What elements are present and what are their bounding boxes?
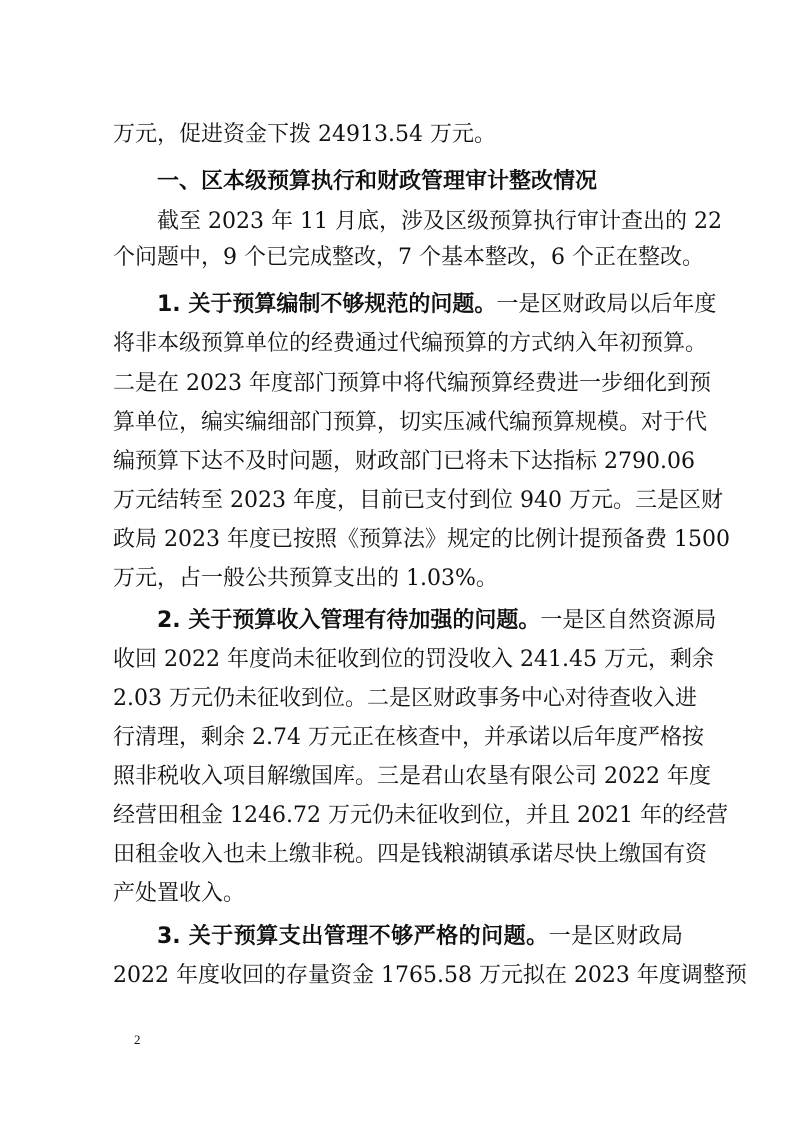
text-line: 田租金收入也未上缴非税。四是钱粮湖镇承诺尽快上缴国有资	[113, 842, 708, 867]
paragraph-first-line	[157, 603, 717, 639]
text-span: 一是区财政局以后年度	[496, 292, 717, 317]
text-line: 收回 2022 年度尚未征收到位的罚没收入 241.45 万元，剩余	[113, 647, 714, 672]
text-line: 编预算下达不及时问题，财政部门已将未下达指标 2790.06	[113, 449, 695, 474]
text-line: 个问题中，9 个已完成整改，7 个基本整改，6 个正在整改。	[113, 245, 704, 270]
section-heading: 一、区本级预算执行和财政管理审计整改情况	[157, 169, 598, 194]
text-line: 截至 2023 年 11 月底，涉及区级预算执行审计查出的 22	[157, 209, 722, 234]
text-line: 万元，占一般公共预算支出的 1.03%。	[113, 566, 498, 591]
paragraph-first-line	[157, 919, 683, 955]
text-line: 二是在 2023 年度部门预算中将代编预算经费进一步细化到预	[113, 371, 711, 396]
text-line: 2022 年度收回的存量资金 1765.58 万元拟在 2023 年度调整预	[113, 963, 747, 988]
text-line: 万元结转至 2023 年度，目前已支付到位 940 万元。三是区财	[113, 488, 723, 513]
text-span: 一是区财政局	[548, 924, 683, 949]
text-line: 产处置收入。	[113, 881, 246, 906]
text-line: 万元，促进资金下拨 24913.54 万元。	[113, 122, 496, 147]
text-line: 算单位，编实编细部门预算，切实压减代编预算规模。对于代	[113, 410, 708, 435]
text-line: 2.03 万元仍未征收到位。二是区财政事务中心对待查收入进	[113, 686, 697, 711]
text-line: 政局 2023 年度已按照《预算法》规定的比例计提预备费 1500	[113, 527, 730, 552]
paragraph-first-line	[157, 287, 717, 323]
subheading: 1. 关于预算编制不够规范的问题。	[157, 292, 497, 317]
text-line: 行清理，剩余 2.74 万元正在核查中，并承诺以后年度严格按	[113, 725, 704, 750]
text-line: 照非税收入项目解缴国库。三是君山农垦有限公司 2022 年度	[113, 764, 711, 789]
subheading: 3. 关于预算支出管理不够严格的问题。	[157, 924, 549, 949]
text-line: 将非本级预算单位的经费通过代编预算的方式纳入年初预算。	[113, 331, 708, 356]
text-line: 经营田租金 1246.72 万元仍未征收到位，并且 2021 年的经营	[113, 803, 728, 828]
page-number: 2	[134, 1032, 141, 1047]
subheading: 2. 关于预算收入管理有待加强的问题。	[157, 608, 541, 633]
text-span: 一是区自然资源局	[540, 608, 717, 633]
